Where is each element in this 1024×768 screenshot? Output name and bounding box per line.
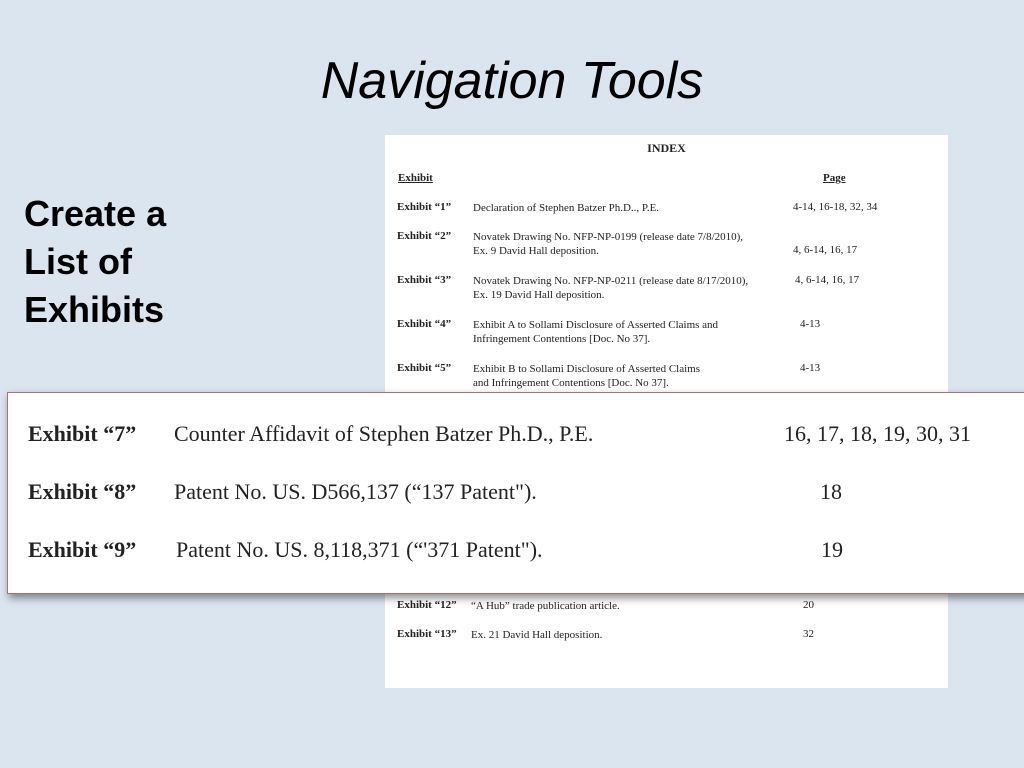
exhibit-description: Counter Affidavit of Stephen Batzer Ph.D., P.E. [174, 421, 594, 446]
side-text-line: Create a [24, 193, 167, 234]
exhibit-description: Declaration of Stephen Batzer Ph.D.., P.E. [473, 202, 660, 214]
exhibit-pages: 4-13 [800, 318, 821, 330]
exhibit-description [473, 362, 803, 390]
exhibit-label: Exhibit “3” [397, 274, 452, 286]
exhibit-label: Exhibit “13” [397, 628, 457, 640]
exhibit-label: Exhibit “7” [28, 421, 137, 446]
exhibit-pages: 20 [803, 599, 814, 611]
exhibit-pages: 4, 6-14, 16, 17 [795, 274, 860, 286]
exhibit-pages: 4-14, 16-18, 32, 34 [793, 201, 878, 213]
exhibit-label: Exhibit “4” [397, 318, 452, 330]
exhibit-label: Exhibit “2” [397, 230, 452, 242]
exhibit-description [473, 318, 803, 346]
exhibit-description [473, 230, 803, 258]
index-title: INDEX [647, 141, 686, 155]
side-text [24, 190, 214, 334]
description-line: Infringement Contentions [Doc. No 37]. [473, 333, 651, 345]
exhibit-label: Exhibit “5” [397, 362, 452, 374]
page-column-header: Page [823, 172, 846, 184]
exhibit-pages: 19 [821, 537, 843, 562]
description-line: Exhibit A to Sollami Disclosure of Asserted Claims and [473, 319, 719, 331]
description-line: Exhibit B to Sollami Disclosure of Asserted Claims [473, 363, 701, 375]
zoomed-exhibit-callout [7, 392, 1024, 594]
description-line: Ex. 9 David Hall deposition. [473, 245, 599, 257]
exhibit-pages: 16, 17, 18, 19, 30, 31 [784, 421, 971, 446]
exhibit-pages: 32 [803, 628, 814, 640]
exhibit-pages: 4-13 [800, 362, 821, 374]
exhibit-label: Exhibit “9” [28, 537, 137, 562]
side-text-line: Exhibits [24, 289, 165, 330]
exhibit-label: Exhibit “12” [397, 599, 457, 611]
description-line: Novatek Drawing No. NFP-NP-0211 (release date 8/17/2010), [473, 275, 749, 287]
description-line: Novatek Drawing No. NFP-NP-0199 (release date 7/8/2010), [473, 231, 744, 243]
side-text-line: List of [24, 241, 132, 282]
exhibit-description: Patent No. US. 8,118,371 (“'371 Patent"). [176, 537, 543, 562]
exhibit-column-header: Exhibit [398, 172, 433, 184]
description-line: Ex. 19 David Hall deposition. [473, 289, 605, 301]
exhibit-description: Ex. 21 David Hall deposition. [471, 629, 603, 641]
exhibit-label: Exhibit “8” [28, 479, 137, 504]
slide-title: Navigation Tools [320, 52, 704, 110]
exhibit-pages: 4, 6-14, 16, 17 [793, 244, 858, 256]
exhibit-pages: 18 [820, 479, 842, 504]
description-line: and Infringement Contentions [Doc. No 37]. [473, 377, 669, 389]
exhibit-description [473, 274, 803, 302]
exhibit-description: Patent No. US. D566,137 (“137 Patent"). [174, 479, 537, 504]
exhibit-description: “A Hub” trade publication article. [471, 600, 620, 612]
exhibit-label: Exhibit “1” [397, 201, 452, 213]
